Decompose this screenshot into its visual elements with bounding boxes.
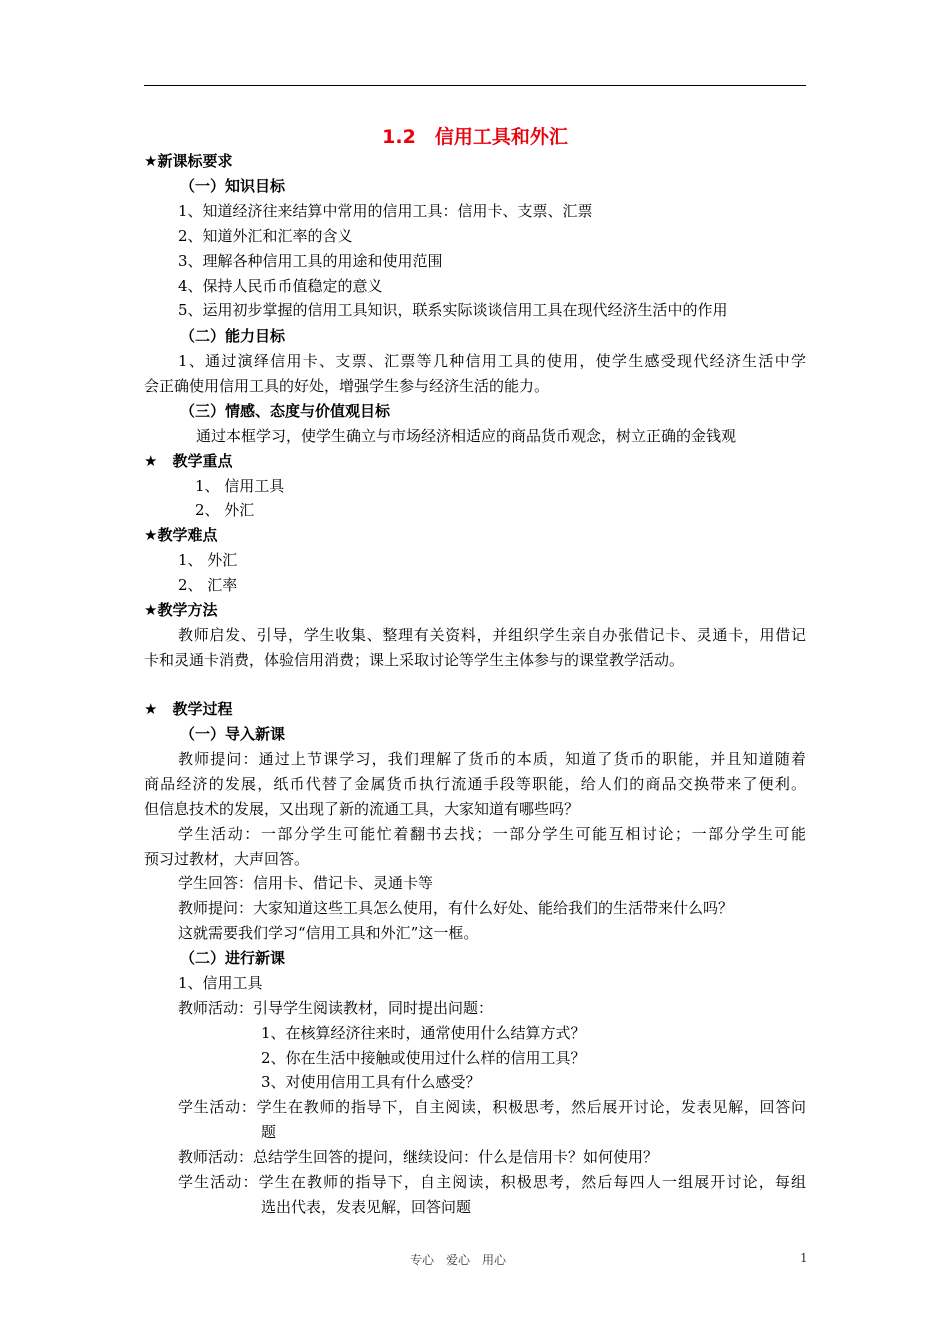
new-lesson-line: 选出代表，发表见解，回答问题 [261, 1198, 472, 1216]
knowledge-item: 4、保持人民币币值稳定的意义 [178, 277, 383, 295]
new-lesson-heading: （二）进行新课 [180, 949, 286, 967]
knowledge-heading: （一）知识目标 [180, 177, 286, 195]
ability-text-line: 1、通过演绎信用卡、支票、汇票等几种信用工具的使用，使学生感受现代经济生活中学 [178, 352, 806, 370]
emotion-heading: （三）情感、态度与价值观目标 [180, 402, 391, 420]
intro-line: 教师提问：大家知道这些工具怎么使用，有什么好处、能给我们的生活带来什么吗？ [178, 899, 734, 917]
footer-slogan: 专心 爱心 用心 [410, 1253, 507, 1267]
difficulty-item: 2、 汇率 [178, 576, 238, 594]
ability-heading: （二）能力目标 [180, 327, 286, 345]
knowledge-item: 1、知道经济往来结算中常用的信用工具：信用卡、支票、汇票 [178, 202, 593, 220]
intro-line: 这就需要我们学习“信用工具和外汇”这一框。 [178, 924, 479, 942]
intro-line: 预习过教材，大声回答。 [144, 850, 310, 868]
knowledge-item: 5、运用初步掌握的信用工具知识，联系实际谈谈信用工具在现代经济生活中的作用 [178, 301, 728, 319]
standards-heading: ★新课标要求 [144, 152, 233, 170]
difficulty-item: 1、 外汇 [178, 551, 238, 569]
focus-item: 2、 外汇 [195, 501, 255, 519]
intro-line: 学生回答：信用卡、借记卡、灵通卡等 [178, 874, 434, 892]
intro-line: 商品经济的发展，纸币代替了金属货币执行流通手段等职能，给人们的商品交换带来了便利。 [144, 775, 806, 793]
question-item: 1、在核算经济往来时，通常使用什么结算方式？ [261, 1024, 586, 1042]
knowledge-item: 2、知道外汇和汇率的含义 [178, 227, 353, 245]
method-text-line: 卡和灵通卡消费，体验信用消费；课上采取讨论等学生主体参与的课堂教学活动。 [144, 651, 685, 669]
process-heading: ★ 教学过程 [144, 700, 233, 718]
difficulty-heading: ★教学难点 [144, 526, 218, 544]
knowledge-item: 3、理解各种信用工具的用途和使用范围 [178, 252, 443, 270]
question-item: 3、对使用信用工具有什么感受？ [261, 1073, 481, 1091]
new-lesson-line: 学生活动：学生在教师的指导下，自主阅读，积极思考，然后展开讨论，发表见解，回答问 [178, 1098, 806, 1116]
method-text-line: 教师启发、引导，学生收集、整理有关资料，并组织学生亲自办张借记卡、灵通卡，用借记 [178, 626, 806, 644]
focus-item: 1、 信用工具 [195, 477, 285, 495]
new-lesson-line: 教师活动：总结学生回答的提问，继续设问：什么是信用卡？如何使用？ [178, 1148, 659, 1166]
focus-heading: ★ 教学重点 [144, 452, 233, 470]
new-lesson-line: 学生活动：学生在教师的指导下，自主阅读，积极思考，然后每四人一组展开讨论，每组 [178, 1173, 806, 1191]
intro-line: 学生活动：一部分学生可能忙着翻书去找；一部分学生可能互相讨论；一部分学生可能 [178, 825, 806, 843]
new-lesson-line: 题 [261, 1123, 277, 1141]
intro-line: 但信息技术的发展，又出现了新的流通工具，大家知道有哪些吗？ [144, 800, 580, 818]
emotion-text: 通过本框学习，使学生确立与市场经济相适应的商品货币观念，树立正确的金钱观 [196, 427, 737, 445]
new-lesson-line: 1、信用工具 [178, 974, 263, 992]
ability-text-line: 会正确使用信用工具的好处，增强学生参与经济生活的能力。 [144, 377, 550, 395]
method-heading: ★教学方法 [144, 601, 218, 619]
new-lesson-line: 教师活动：引导学生阅读教材，同时提出问题： [178, 999, 494, 1017]
page-number: 1 [800, 1251, 808, 1265]
question-item: 2、你在生活中接触或使用过什么样的信用工具？ [261, 1049, 586, 1067]
intro-heading: （一）导入新课 [180, 725, 286, 743]
page-title: 1.2 信用工具和外汇 [382, 126, 568, 148]
header-rule [144, 85, 806, 86]
intro-line: 教师提问：通过上节课学习，我们理解了货币的本质，知道了货币的职能，并且知道随着 [178, 750, 806, 768]
